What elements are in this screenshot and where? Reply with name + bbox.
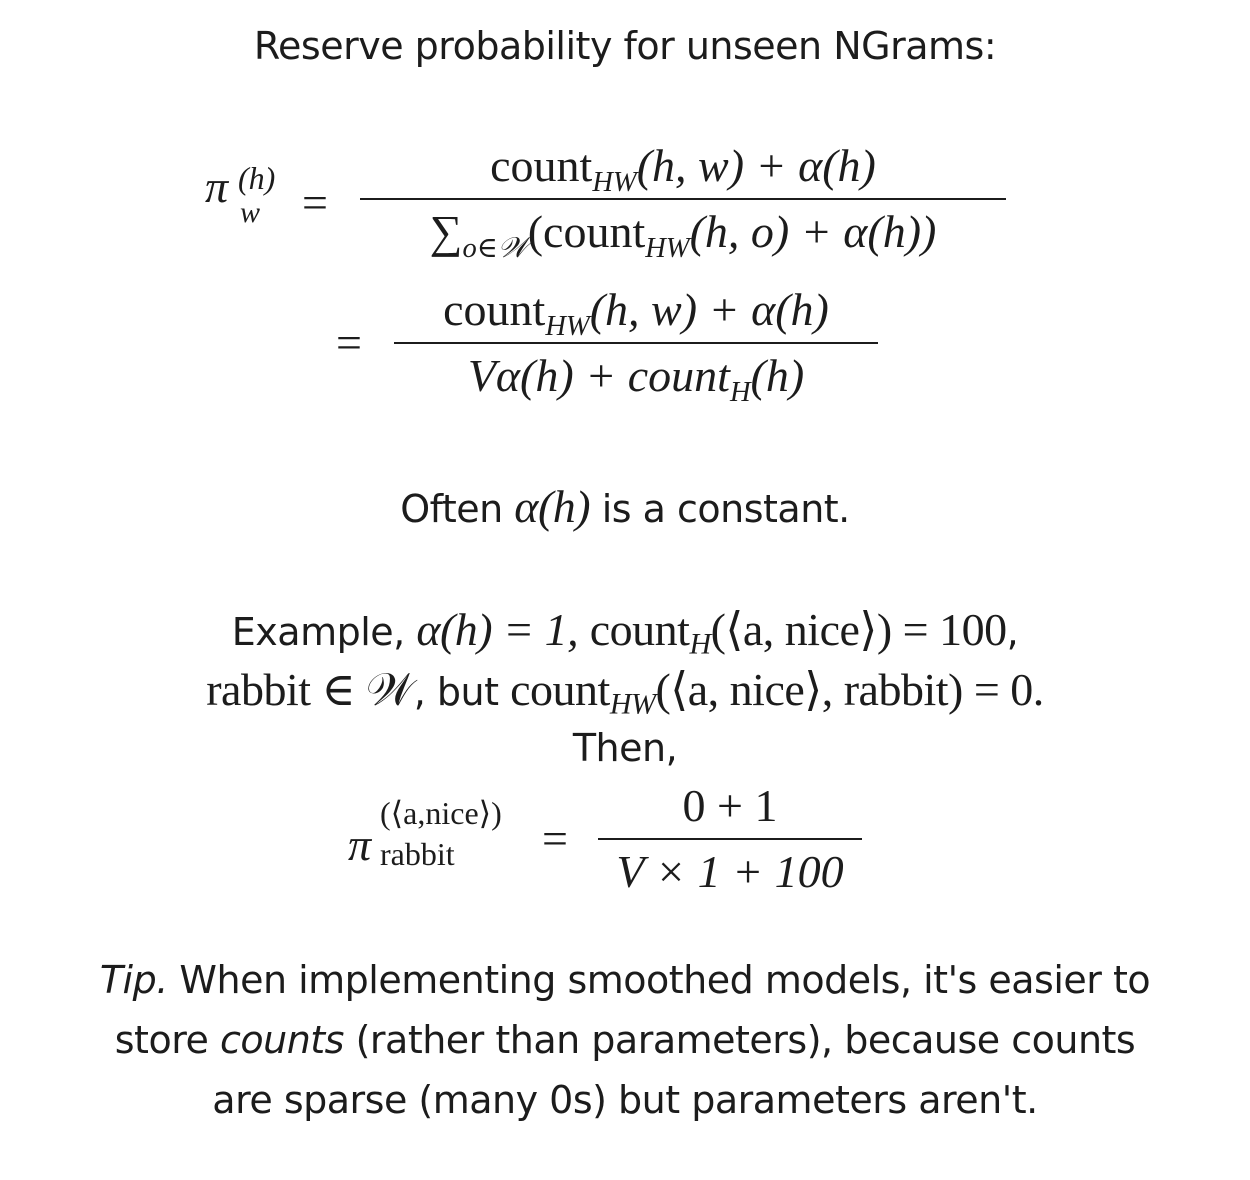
fraction-2-denominator: Vα(h) + count$_H$(h): [467, 350, 805, 409]
tip-line-2: store counts (rather than parameters), because counts: [114, 1018, 1136, 1062]
fraction-1-numerator: count$_{HW}$(h, w) + α(h): [490, 140, 876, 199]
fraction-2-numerator: count$_{HW}$(h, w) + α(h): [443, 284, 829, 343]
fraction-1-denominator: $\sum_{o\in 𝒲}(count_{HW}(h$, o) + α(h)): [429, 206, 937, 265]
example-numerator: 0 + 1: [682, 780, 778, 831]
then-label: Then,: [572, 726, 678, 770]
example-pi-subscript: rabbit: [380, 836, 455, 872]
example-denominator: V × 1 + 100: [616, 846, 844, 897]
example-pi-superscript: (⟨a,nice⟩): [380, 795, 502, 831]
tip-label: Tip.: [99, 958, 168, 1002]
example-pi: π: [348, 819, 372, 870]
tip-line-3: are sparse (many 0s) but parameters aren't.: [212, 1078, 1038, 1122]
lhs-subscript: w: [240, 196, 261, 229]
example-fraction: [598, 774, 862, 904]
example-line-2: rabbit ∈ 𝒲, but count$_{HW}$(⟨a, nice⟩, rabbit) = 0.: [206, 664, 1044, 721]
example-equals: =: [542, 813, 568, 864]
equals-sign-1: =: [302, 177, 328, 228]
equals-sign-2: =: [336, 317, 362, 368]
tip-line-1: Tip. When implementing smoothed models, it's easier to: [99, 958, 1151, 1002]
heading: Reserve probability for unseen NGrams:: [253, 24, 997, 68]
constant-note: Often α(h) is a constant.: [400, 481, 850, 532]
lhs-superscript: (h): [238, 160, 276, 196]
fraction-1: [360, 134, 1006, 264]
example-line-1: Example, α(h) = 1, count$_H$(⟨a, nice⟩) = 100,: [231, 604, 1019, 661]
fraction-2: [394, 278, 878, 408]
lhs-pi: π: [205, 161, 229, 212]
